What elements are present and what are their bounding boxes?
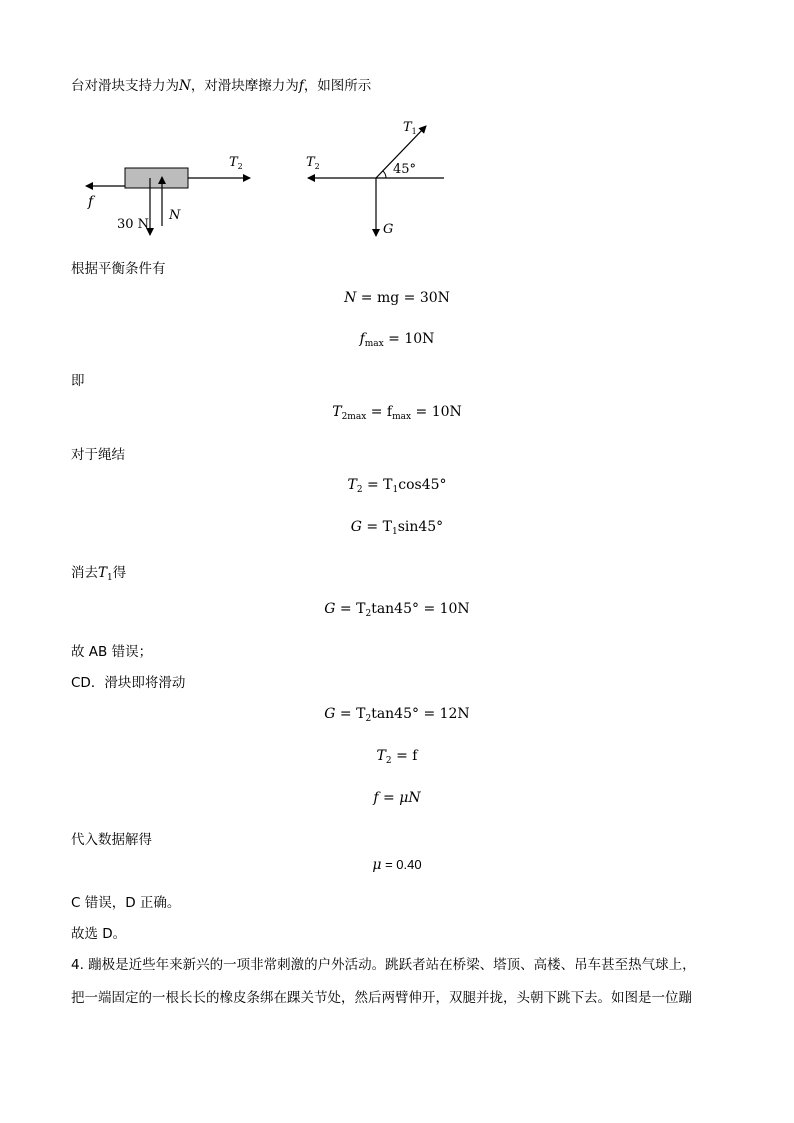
choose-d: 故选 D。 bbox=[71, 926, 127, 942]
label-T2-left: $T_2$ bbox=[229, 155, 243, 171]
eq-N: N = mg = 30N bbox=[344, 290, 450, 306]
intro-N: N bbox=[179, 78, 191, 94]
balance-text: 根据平衡条件有 bbox=[71, 261, 166, 277]
eq-T2-f: $T_2 = f$ bbox=[376, 748, 418, 766]
knot-text: 对于绳结 bbox=[71, 447, 125, 463]
slider-block bbox=[125, 168, 188, 188]
label-f-left: f bbox=[88, 194, 94, 210]
substitute-text: 代入数据解得 bbox=[71, 832, 152, 848]
question-4-line-2: 把一端固定的一根长长的橡皮条绑在踝关节处，然后两臂伸开，双腿并拢，头朝下跳下去。如图是一位蹦 bbox=[71, 990, 692, 1006]
intro-text: 台对滑块支持力为 bbox=[71, 78, 179, 94]
label-T2-right: $T_2$ bbox=[306, 155, 320, 171]
eq-G-tan-10: $G = T_2\tan 45^\circ = 10N$ bbox=[324, 601, 470, 619]
label-G: G bbox=[383, 222, 394, 237]
force-diagram bbox=[0, 110, 794, 250]
eq-fmax: $f_{max} = 10N$ bbox=[359, 331, 435, 349]
intro-mid: ，对滑块摩擦力为 bbox=[190, 78, 299, 94]
label-N-left: N bbox=[169, 208, 181, 223]
cd-text: CD．滑块即将滑动 bbox=[71, 675, 186, 691]
label-T1: $T_1$ bbox=[403, 120, 417, 136]
intro-end: ，如图所示 bbox=[303, 78, 372, 94]
ab-wrong: 故 AB 错误； bbox=[71, 644, 153, 660]
eq-mu: μ = 0.40 bbox=[372, 857, 422, 873]
eq-f-muN: f = μN bbox=[373, 790, 421, 806]
angle-arc bbox=[383, 171, 386, 178]
intro-f: f bbox=[298, 78, 304, 94]
question-4-line-1: 4. 蹦极是近些年来新兴的一项非常刺激的户外活动。跳跃者站在桥梁、塔顶、高楼、吊车甚至热气球上， bbox=[71, 957, 696, 973]
c-wrong: C 错误，D 正确。 bbox=[71, 895, 181, 911]
eq-G-sin: $G = T_1\sin 45^\circ$ bbox=[350, 519, 444, 537]
eq-T2-cos: $T_2 = T_1\cos 45^\circ$ bbox=[347, 477, 447, 495]
label-45deg: 45° bbox=[393, 162, 417, 177]
ji-text: 即 bbox=[71, 373, 85, 389]
label-30N: 30 N bbox=[117, 217, 150, 232]
eq-T2max: $T_{2max} = f_{max} = 10N$ bbox=[332, 404, 462, 422]
intro-line bbox=[71, 74, 371, 94]
eq-G-tan-12: $G = T_2\tan 45^\circ = 12N$ bbox=[324, 706, 470, 724]
eliminate-line: 消去$T_1$得 bbox=[71, 565, 127, 583]
